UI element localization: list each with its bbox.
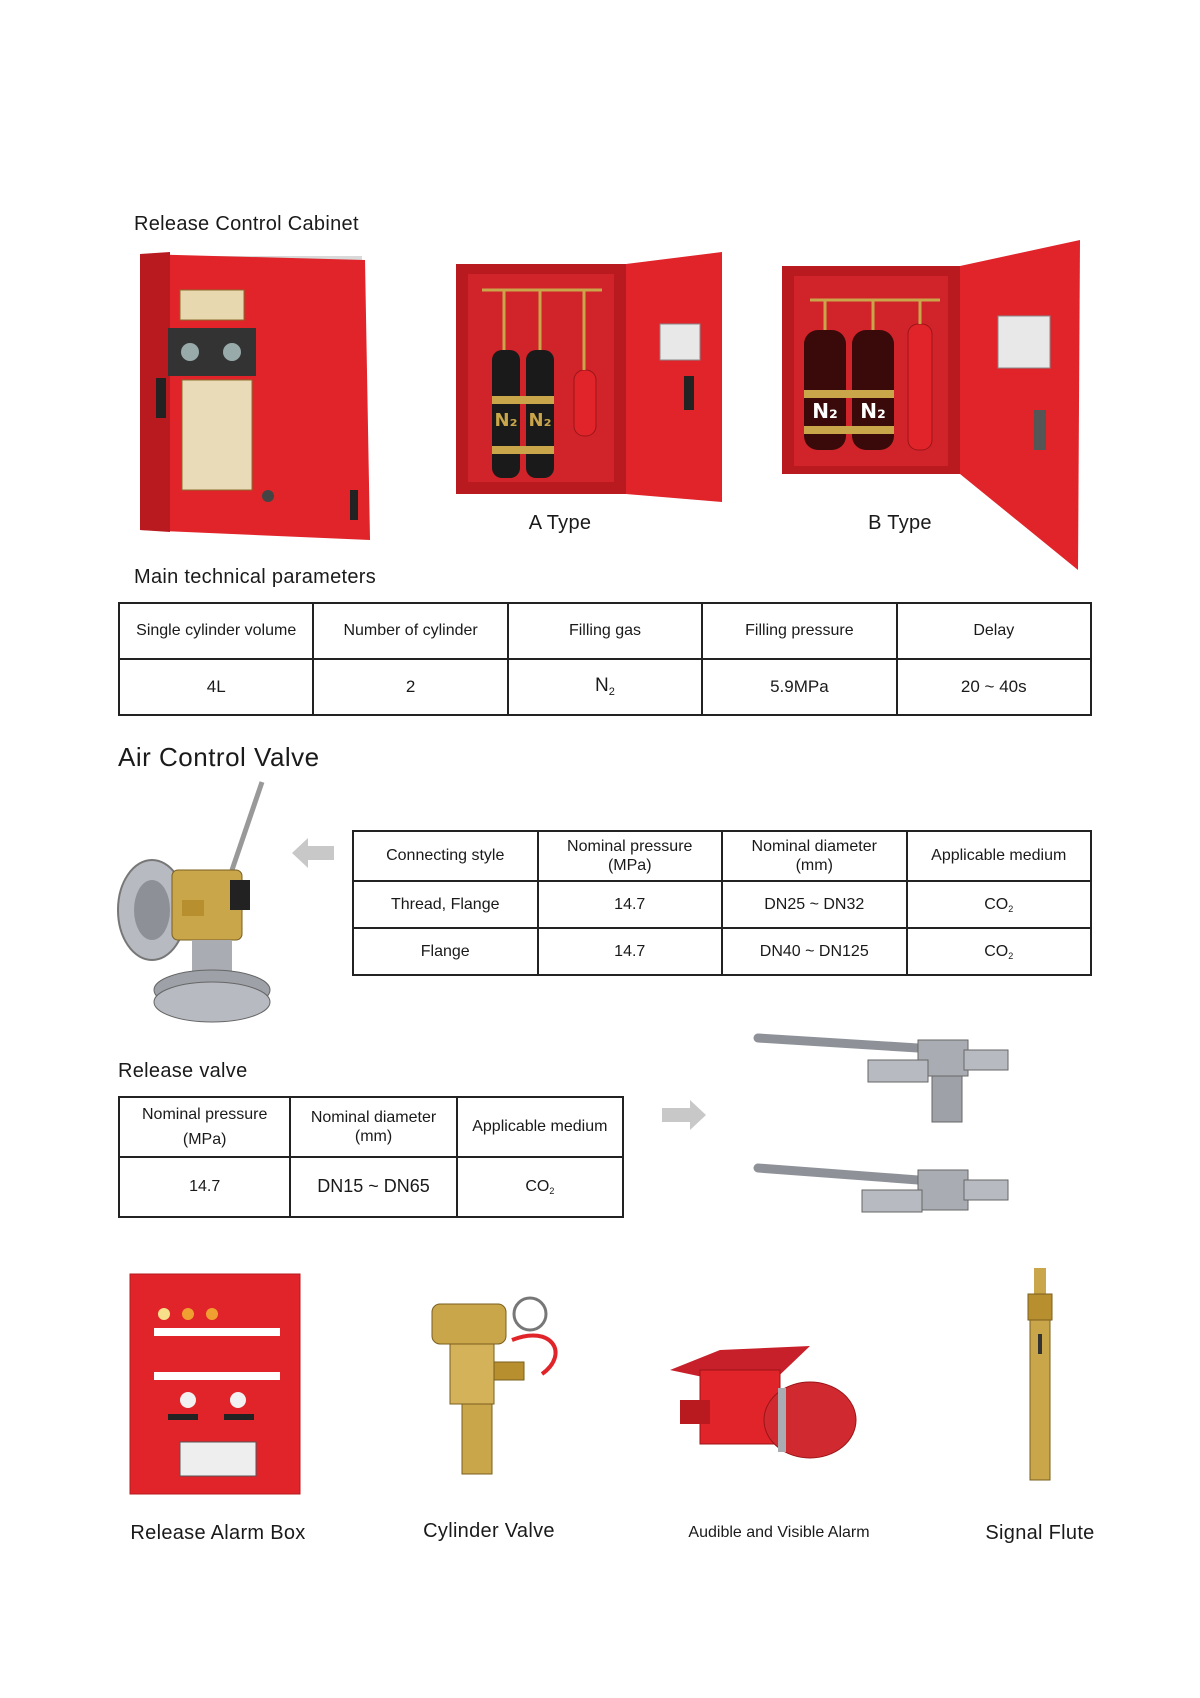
header-cell: Filling gas [508,603,702,659]
cylinder-valve-image [412,1284,568,1484]
header-cell: Delay [897,603,1091,659]
header-line: (mm) [795,857,833,874]
diameter-cell: DN25 ~ DN32 [722,881,907,928]
header-cell: Applicable medium [907,831,1092,881]
header-line: Nominal pressure [141,1105,268,1123]
medium-subscript: 2 [549,1186,555,1197]
air-valve-heading: Air Control Valve [118,742,320,772]
cabinet-heading: Release Control Cabinet [134,213,359,235]
header-cell [722,831,907,881]
count-cell: 2 [313,659,507,715]
cabinet-a-type-image [452,250,730,510]
pressure-cell: 14.7 [119,1157,290,1217]
release-valve-table [118,1096,624,1218]
header-line: (MPa) [182,1131,227,1148]
header-cell [538,831,723,881]
table-row [119,1157,623,1217]
header-cell: Connecting style [353,831,538,881]
cylinder-label: N₂ [860,399,886,423]
pressure-cell: 14.7 [538,928,723,975]
params-header-row [119,603,1091,659]
audible-visible-alarm-label: Audible and Visible Alarm [688,1524,870,1541]
header-cell: Number of cylinder [313,603,507,659]
pressure-cell: 14.7 [538,881,723,928]
pressure-cell: 5.9MPa [702,659,896,715]
audible-visible-alarm-image [660,1330,886,1464]
table-row [353,881,1091,928]
release-alarm-box-label: Release Alarm Box [130,1522,306,1544]
closed-cabinet-image [130,250,380,550]
diameter-cell: DN40 ~ DN125 [722,928,907,975]
gas-cell [508,659,702,715]
header-cell: Applicable medium [457,1097,623,1157]
header-cell [119,1097,290,1157]
params-table [118,602,1092,716]
release-valve-image [748,1020,1048,1260]
header-line: Nominal diameter [310,1108,437,1126]
style-cell: Thread, Flange [353,881,538,928]
signal-flute-label: Signal Flute [985,1522,1095,1544]
medium-subscript: 2 [1008,950,1014,961]
table-row [353,928,1091,975]
cylinder-label: N₂ [812,399,838,423]
cylinder-label: N₂ [528,410,552,431]
release-alarm-box-image [128,1272,304,1498]
cabinet-b-type-label: B Type [868,512,932,534]
release-valve-header-row [119,1097,623,1157]
params-value-row [119,659,1091,715]
header-line: Nominal pressure [567,837,693,855]
medium-value: CO [984,942,1009,960]
medium-subscript: 2 [1008,903,1014,914]
gas-subscript: 2 [608,685,615,698]
left-arrow-icon [292,838,334,868]
cylinder-label: N₂ [494,410,518,431]
signal-flute-image [1018,1264,1062,1494]
diameter-cell: DN15 ~ DN65 [290,1157,456,1217]
medium-cell [907,928,1092,975]
header-cell: Single cylinder volume [119,603,313,659]
medium-cell [907,881,1092,928]
header-line: (mm) [354,1128,393,1145]
header-line: (MPa) [607,857,652,874]
params-heading: Main technical parameters [134,566,377,588]
cylinder-valve-label: Cylinder Valve [423,1520,555,1542]
air-valve-header-row [353,831,1091,881]
volume-cell: 4L [119,659,313,715]
right-arrow-icon [662,1100,706,1130]
header-cell [290,1097,456,1157]
air-valve-table [352,830,1092,976]
gas-value: N [595,674,609,696]
header-line: Nominal diameter [751,837,877,855]
style-cell: Flange [353,928,538,975]
cabinet-a-type-label: A Type [528,512,592,534]
delay-cell: 20 ~ 40s [897,659,1091,715]
medium-value: CO [984,895,1009,913]
air-control-valve-image [112,780,292,1040]
medium-cell [457,1157,623,1217]
header-cell: Filling pressure [702,603,896,659]
medium-value: CO [525,1178,550,1196]
release-valve-heading: Release valve [118,1060,248,1082]
